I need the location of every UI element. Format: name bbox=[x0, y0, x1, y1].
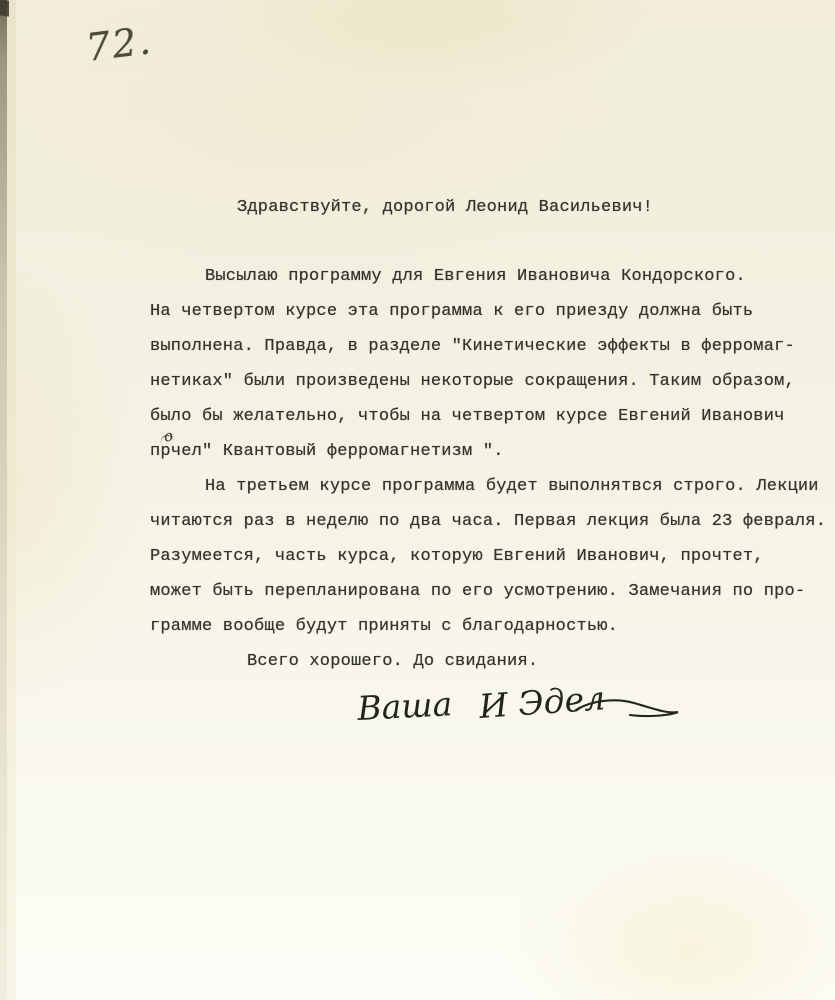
body-line: нетиках" были произведены некоторые сокращения. Таким образом, bbox=[150, 372, 795, 391]
paper-corner-mark bbox=[0, 0, 9, 17]
paragraph-1 bbox=[150, 259, 835, 469]
body-line: Высылаю программу для Евгения Ивановича Кондорского. bbox=[205, 267, 746, 286]
paper-left-edge-shadow bbox=[0, 0, 7, 1000]
signature-word-2: И Эдел bbox=[477, 678, 607, 726]
greeting-line: Здравствуйте, дорогой Леонид Васильевич! bbox=[237, 198, 654, 217]
body-line: Разумеется, часть курса, которую Евгений Иванович, прочтет, bbox=[150, 547, 764, 566]
corrected-word-prefix: пр bbox=[150, 442, 171, 461]
paragraph-2 bbox=[150, 469, 835, 644]
body-line: выполнена. Правда, в разделе "Кинетические эффекты в ферромаг- bbox=[150, 337, 795, 356]
body-line: было бы желательно, чтобы на четвертом курсе Евгений Иванович bbox=[150, 407, 785, 426]
body-line: может быть перепланирована по его усмотрению. Замечания по про- bbox=[150, 582, 806, 601]
paper-left-edge-tint bbox=[7, 0, 16, 1000]
corrected-word-rest: чел" Квантовый ферромагнетизм ". bbox=[170, 442, 504, 461]
handwritten-signature bbox=[330, 676, 680, 744]
body-line: читаются раз в неделю по два часа. Первая лекция была 23 февраля. bbox=[150, 512, 827, 531]
signature-word-1: Ваша bbox=[356, 684, 454, 728]
body-line: На четвертом курсе эта программа к его приезду должна быть bbox=[150, 302, 754, 321]
body-line: грамме вообще будут приняты с благодарностью. bbox=[150, 617, 619, 636]
handwritten-inserted-letter: о bbox=[162, 426, 175, 446]
body-line: На третьем курсе программа будет выполнятвся строго. Лекции bbox=[205, 477, 819, 496]
body-line-with-correction bbox=[150, 426, 835, 469]
closing-line: Всего хорошего. До свидания. bbox=[247, 652, 539, 671]
handwritten-page-number: 72. bbox=[83, 18, 155, 70]
corrected-word bbox=[150, 426, 175, 469]
